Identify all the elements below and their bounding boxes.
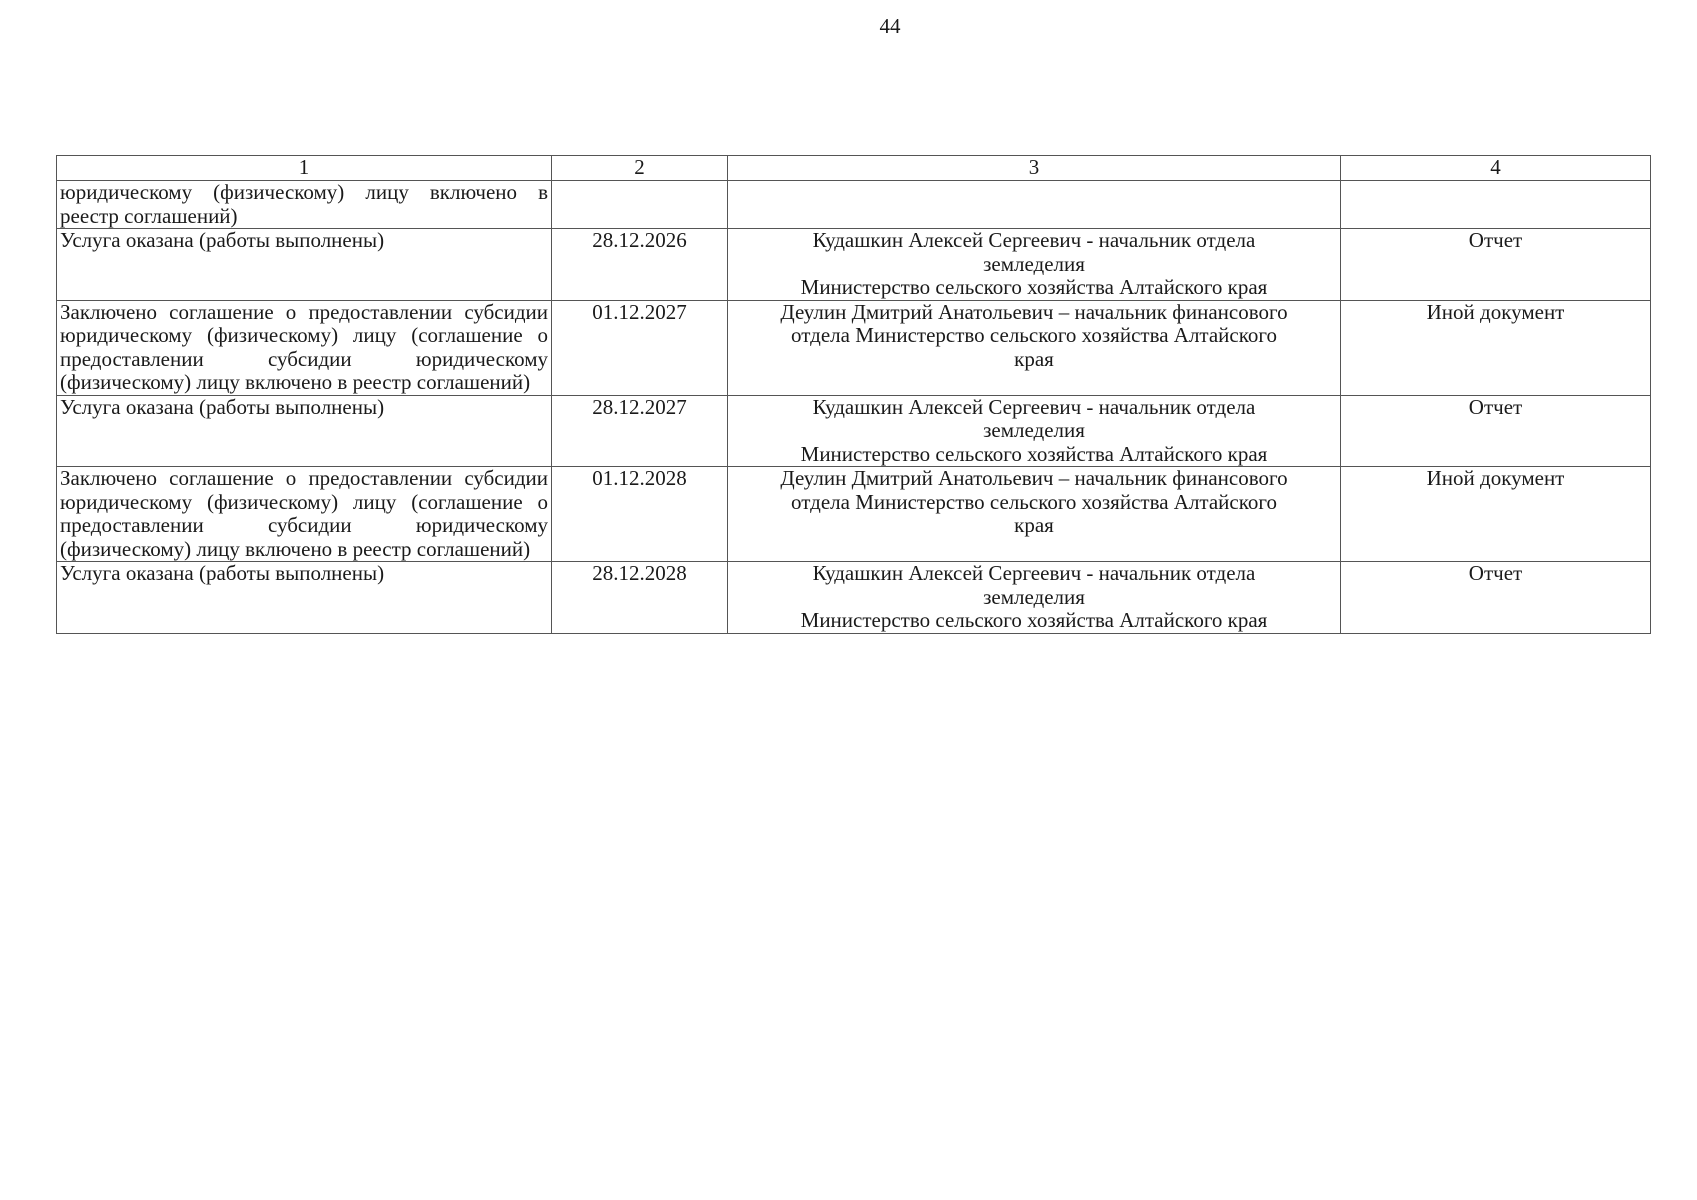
responsible-cell	[728, 467, 1341, 562]
table-row	[57, 467, 1651, 562]
table-row	[57, 562, 1651, 634]
column-header-1: 1	[57, 156, 552, 181]
table-row	[57, 229, 1651, 301]
responsible-cell	[728, 562, 1341, 634]
responsible-line: Кудашкин Алексей Сергеевич - начальник отдела	[812, 228, 1256, 252]
schedule-table	[56, 155, 1651, 634]
column-header-4: 4	[1341, 156, 1651, 181]
page-number: 44	[879, 14, 901, 38]
event-cell: Услуга оказана (работы выполнены)	[57, 229, 552, 301]
responsible-line: Деулин Дмитрий Анатольевич – начальник финансового	[780, 466, 1288, 490]
document-cell: Отчет	[1341, 395, 1651, 467]
responsible-line: отдела Министерство сельского хозяйства Алтайского	[791, 323, 1277, 347]
table-row	[57, 181, 1651, 229]
document-cell: Отчет	[1341, 229, 1651, 301]
document-cell	[1341, 181, 1651, 229]
document-cell: Иной документ	[1341, 300, 1651, 395]
event-cell: Услуга оказана (работы выполнены)	[57, 562, 552, 634]
table-row	[57, 300, 1651, 395]
responsible-cell	[728, 229, 1341, 301]
date-cell: 28.12.2026	[552, 229, 728, 301]
responsible-line: края	[1014, 346, 1054, 371]
responsible-cell	[728, 300, 1341, 395]
event-cell: Услуга оказана (работы выполнены)	[57, 395, 552, 467]
column-header-2: 2	[552, 156, 728, 181]
document-cell: Иной документ	[1341, 467, 1651, 562]
table-row	[57, 395, 1651, 467]
date-cell	[552, 181, 728, 229]
responsible-line: Кудашкин Алексей Сергеевич - начальник отдела	[812, 561, 1256, 585]
responsible-line: земледелия	[983, 251, 1085, 276]
responsible-line: отдела Министерство сельского хозяйства Алтайского	[791, 489, 1277, 514]
event-cell: юридическому (физическому) лицу включено в реестр соглашений)	[57, 181, 552, 229]
responsible-line: Кудашкин Алексей Сергеевич - начальник отдела	[812, 394, 1256, 419]
table-header-row	[57, 156, 1651, 181]
date-cell: 01.12.2027	[552, 300, 728, 395]
document-cell: Отчет	[1341, 562, 1651, 634]
date-cell: 28.12.2028	[552, 562, 728, 634]
date-cell: 01.12.2028	[552, 467, 728, 562]
date-cell: 28.12.2027	[552, 395, 728, 467]
responsible-line: земледелия	[983, 418, 1085, 442]
responsible-line: земледелия	[983, 584, 1085, 609]
event-cell: Заключено соглашение о предоставлении субсидии юридическому (физическому) лицу (соглашение о предоставлении субсидии юридическому (физическому) лицу включено в реестр соглашений)	[57, 300, 552, 395]
responsible-line: Деулин Дмитрий Анатольевич – начальник финансового	[780, 299, 1288, 324]
responsible-line: Министерство сельского хозяйства Алтайского края	[800, 441, 1268, 466]
responsible-line: Министерство сельского хозяйства Алтайского края	[800, 608, 1268, 632]
column-header-3: 3	[728, 156, 1341, 181]
responsible-cell	[728, 181, 1341, 229]
responsible-cell	[728, 395, 1341, 467]
responsible-line: Министерство сельского хозяйства Алтайского края	[800, 275, 1268, 299]
event-cell: Заключено соглашение о предоставлении субсидии юридическому (физическому) лицу (соглашение о предоставлении субсидии юридическому (физическому) лицу включено в реестр соглашений)	[57, 467, 552, 562]
responsible-line: края	[1014, 513, 1054, 537]
